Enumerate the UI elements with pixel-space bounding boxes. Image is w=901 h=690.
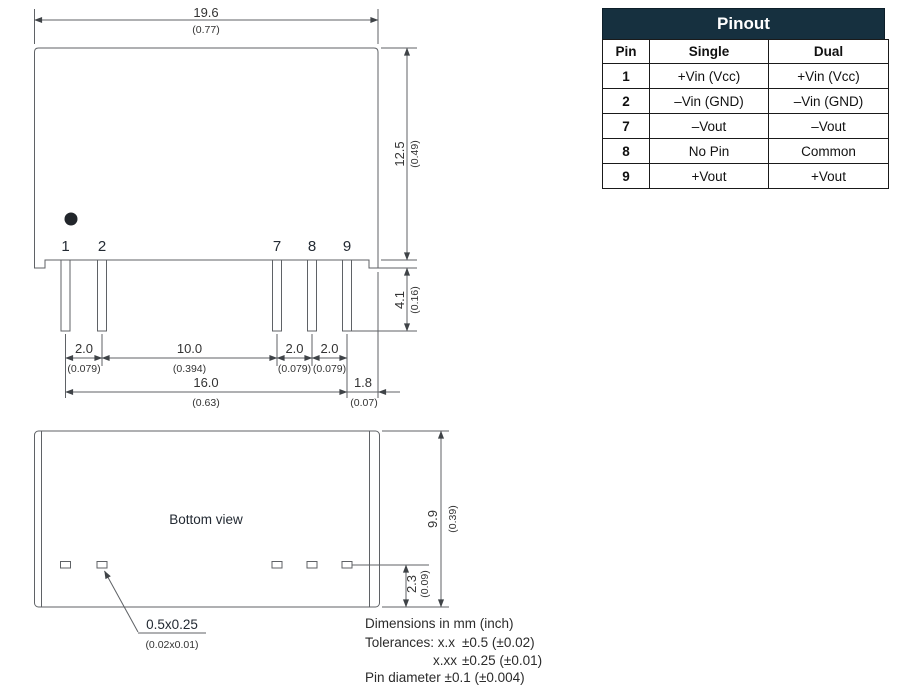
pin-function-single: +Vin (Vcc)	[650, 64, 769, 89]
dim-pin-pitches	[66, 341, 348, 375]
dim-value-inch: (0.079)	[277, 363, 312, 375]
pin-label-2: 2	[97, 238, 107, 255]
pin-function-single: –Vin (GND)	[650, 89, 769, 114]
front-pin-8	[308, 260, 317, 331]
dim-value-mm: 2.0	[285, 341, 304, 356]
pinout-row-9	[603, 164, 889, 189]
bottom-pad-7	[272, 562, 282, 569]
pin-number: 9	[603, 164, 650, 189]
dim-value-mm: 4.1	[392, 290, 407, 310]
pinout-header-row	[603, 40, 889, 64]
pinout-grid	[602, 39, 889, 189]
pinout-row-1	[603, 64, 889, 89]
dim-pin-length	[352, 268, 421, 331]
front-view-body-outline	[35, 48, 379, 268]
bottom-pad-2	[97, 562, 107, 569]
bottom-pad-1	[61, 562, 71, 569]
dim-value-mm: 19.6	[193, 5, 219, 20]
bottom-view-label: Bottom view	[169, 512, 243, 527]
dim-value-inch: (0.63)	[192, 397, 220, 409]
dim-value-inch: (0.39)	[447, 505, 459, 533]
bottom-pad-9	[342, 562, 352, 569]
dim-body-height	[381, 48, 421, 260]
dim-value-mm: 2.3	[404, 574, 419, 594]
dim-value-mm: 1.8	[353, 375, 373, 390]
pinout-title: Pinout	[602, 8, 885, 39]
pinout-col-single: Single	[650, 40, 769, 64]
pinout-row-7	[603, 114, 889, 139]
note-tol-xxx-label: x.xx	[433, 653, 458, 668]
dim-value-inch: (0.07)	[350, 397, 378, 409]
pad-size-value: 0.5x0.25	[146, 617, 198, 632]
dim-value-inch: (0.079)	[312, 363, 347, 375]
pin-function-single: +Vout	[650, 164, 769, 189]
note-tol-xxx-value: ±0.25 (±0.01)	[462, 653, 543, 668]
dim-value-mm: 16.0	[193, 375, 219, 390]
note-tol-xx-value: ±0.5 (±0.02)	[462, 635, 535, 650]
dim-value-mm: 2.0	[320, 341, 339, 356]
dim-value-mm: 10.0	[176, 341, 203, 356]
pin-function-dual: +Vout	[769, 164, 889, 189]
pin-label-1: 1	[61, 238, 70, 255]
dim-value-inch: (0.09)	[419, 570, 431, 598]
front-pin-1	[61, 260, 70, 331]
pin-number: 2	[603, 89, 650, 114]
dim-body-width	[35, 5, 379, 44]
pin-function-dual: +Vin (Vcc)	[769, 64, 889, 89]
dim-value-mm: 12.5	[392, 141, 407, 167]
dim-value-inch: (0.16)	[409, 286, 421, 314]
front-pin-9	[343, 260, 352, 331]
pin-number: 1	[603, 64, 650, 89]
leader-line	[105, 571, 139, 632]
dim-value-mm: 2.0	[74, 341, 94, 356]
bottom-pad-8	[307, 562, 317, 569]
pinout-col-pin: Pin	[603, 40, 650, 64]
dim-pad-row-offset	[352, 565, 431, 607]
pinout-row-8	[603, 139, 889, 164]
bottom-view	[35, 431, 380, 607]
dim-value-inch: (0.49)	[409, 140, 421, 168]
front-view	[35, 48, 379, 331]
dim-pin-span	[66, 375, 401, 409]
pin-function-single: –Vout	[650, 114, 769, 139]
note-pin-diameter: Pin diameter ±0.1 (±0.004)	[365, 670, 525, 685]
dim-value-inch: (0.77)	[192, 24, 220, 36]
note-tol-label: Tolerances: x.x	[365, 635, 456, 650]
drawing-notes	[365, 616, 542, 685]
pad-size-inch: (0.02x0.01)	[145, 639, 199, 651]
dim-value-inch: (0.079)	[67, 363, 101, 375]
pin-function-dual: –Vin (GND)	[769, 89, 889, 114]
pinout-row-2	[603, 89, 889, 114]
pinout-table	[602, 8, 885, 189]
pin-label-8: 8	[307, 238, 317, 255]
front-pin-2	[98, 260, 107, 331]
pin1-indicator-dot	[65, 213, 78, 226]
dim-value-mm: 9.9	[425, 509, 440, 529]
pin-function-dual: Common	[769, 139, 889, 164]
pad-size-callout	[105, 571, 207, 651]
pin-function-dual: –Vout	[769, 114, 889, 139]
dim-value-inch: (0.394)	[172, 363, 207, 375]
pin-function-single: No Pin	[650, 139, 769, 164]
pin-label-7: 7	[272, 238, 282, 255]
pin-number: 8	[603, 139, 650, 164]
note-units: Dimensions in mm (inch)	[365, 616, 514, 631]
pin-number: 7	[603, 114, 650, 139]
pin-pitch-extension-lines	[66, 272, 379, 398]
pinout-col-dual: Dual	[769, 40, 889, 64]
front-pin-7	[273, 260, 282, 331]
pin-label-9: 9	[342, 238, 352, 255]
